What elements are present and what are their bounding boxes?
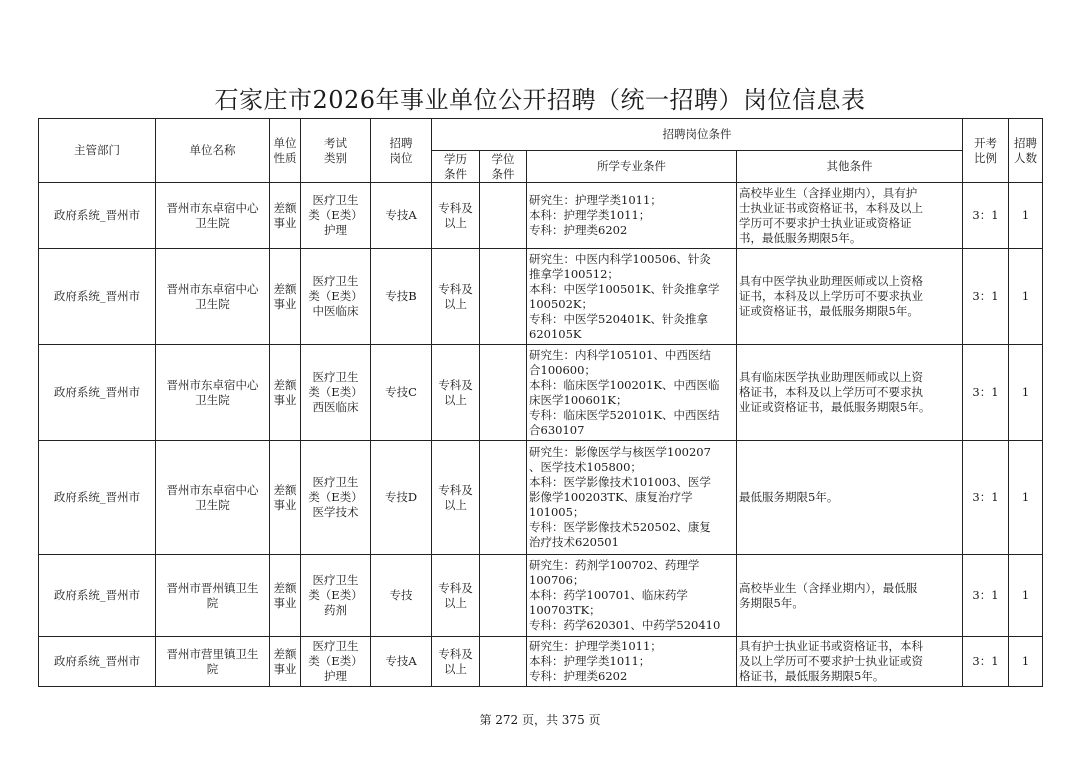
cell-count: 1 (1009, 249, 1043, 345)
cell-edu: 专科及 以上 (432, 249, 480, 345)
cell-nature: 差额 事业 (270, 441, 301, 555)
table-row (39, 637, 1043, 687)
header-edu: 学历 条件 (432, 151, 480, 183)
cell-edu: 专科及 以上 (432, 555, 480, 637)
cell-major: 研究生：影像医学与核医学100207 、医学技术105800； 本科：医学影像技术101003、医学 影像学100203TK、康复治疗学 101005； 专科：医学影像技术520502、康复 治疗技术620501 (527, 441, 737, 555)
cell-degree (480, 249, 527, 345)
cell-ratio: 3：1 (963, 441, 1009, 555)
cell-major: 研究生：护理学类1011； 本科：护理学类1011； 专科：护理类6202 (527, 637, 737, 687)
cell-exam: 医疗卫生 类（E类） 医学技术 (301, 441, 371, 555)
page-footer: 第 272 页，共 375 页 (479, 713, 601, 727)
cell-edu: 专科及 以上 (432, 183, 480, 249)
cell-degree (480, 441, 527, 555)
cell-other: 具有中医学执业助理医师或以上资格 证书，本科及以上学历可不要求执业 证或资格证书，最低服务期限5年。 (737, 249, 963, 345)
cell-dept: 政府系统_晋州市 (39, 441, 156, 555)
header-other: 其他条件 (737, 151, 963, 183)
cell-ratio: 3：1 (963, 249, 1009, 345)
header-unit: 单位名称 (156, 119, 270, 183)
cell-ratio: 3：1 (963, 183, 1009, 249)
cell-major: 研究生：中医内科学100506、针灸 推拿学100512； 本科：中医学100501K、针灸推拿学 100502K； 专科：中医学520401K、针灸推拿 620105K (527, 249, 737, 345)
cell-major: 研究生：药剂学100702、药理学 100706； 本科：药学100701、临床药学 100703TK； 专科：药学620301、中药学520410 (527, 555, 737, 637)
cell-other: 高校毕业生（含择业期内），最低服 务期限5年。 (737, 555, 963, 637)
cell-unit: 晋州市营里镇卫生 院 (156, 637, 270, 687)
header-exam: 考试 类别 (301, 119, 371, 183)
header-dept: 主管部门 (39, 119, 156, 183)
cell-unit: 晋州市东卓宿中心 卫生院 (156, 441, 270, 555)
cell-unit: 晋州市晋州镇卫生 院 (156, 555, 270, 637)
cell-exam: 医疗卫生 类（E类） 护理 (301, 183, 371, 249)
table-row (39, 249, 1043, 345)
cell-nature: 差额 事业 (270, 637, 301, 687)
table-row (39, 555, 1043, 637)
cell-other: 具有临床医学执业助理医师或以上资 格证书，本科及以上学历可不要求执 业证或资格证书，最低服务期限5年。 (737, 345, 963, 441)
cell-post: 专技A (371, 183, 432, 249)
cell-unit: 晋州市东卓宿中心 卫生院 (156, 345, 270, 441)
cell-exam: 医疗卫生 类（E类） 药剂 (301, 555, 371, 637)
cell-unit: 晋州市东卓宿中心 卫生院 (156, 249, 270, 345)
cell-count: 1 (1009, 637, 1043, 687)
header-count: 招聘 人数 (1009, 119, 1043, 183)
table-row (39, 183, 1043, 249)
cell-post: 专技C (371, 345, 432, 441)
cell-nature: 差额 事业 (270, 183, 301, 249)
cell-count: 1 (1009, 441, 1043, 555)
cell-nature: 差额 事业 (270, 249, 301, 345)
cell-other: 高校毕业生（含择业期内），具有护 士执业证书或资格证书，本科及以上 学历可不要求护士执业证或资格证 书，最低服务期限5年。 (737, 183, 963, 249)
cell-edu: 专科及 以上 (432, 345, 480, 441)
header-post: 招聘 岗位 (371, 119, 432, 183)
header-major: 所学专业条件 (527, 151, 737, 183)
cell-count: 1 (1009, 183, 1043, 249)
cell-degree (480, 637, 527, 687)
cell-ratio: 3：1 (963, 555, 1009, 637)
cell-other: 最低服务期限5年。 (737, 441, 963, 555)
cell-degree (480, 183, 527, 249)
cell-ratio: 3：1 (963, 345, 1009, 441)
cell-unit: 晋州市东卓宿中心 卫生院 (156, 183, 270, 249)
table-row (39, 441, 1043, 555)
header-conditions: 招聘岗位条件 (432, 119, 963, 151)
cell-dept: 政府系统_晋州市 (39, 183, 156, 249)
cell-ratio: 3：1 (963, 637, 1009, 687)
cell-exam: 医疗卫生 类（E类） 护理 (301, 637, 371, 687)
cell-exam: 医疗卫生 类（E类） 西医临床 (301, 345, 371, 441)
cell-post: 专技A (371, 637, 432, 687)
cell-dept: 政府系统_晋州市 (39, 249, 156, 345)
cell-post: 专技D (371, 441, 432, 555)
cell-degree (480, 345, 527, 441)
cell-major: 研究生：内科学105101、中西医结 合100600； 本科：临床医学100201K、中西医临 床医学100601K； 专科：临床医学520101K、中西医结 合630107 (527, 345, 737, 441)
header-degree: 学位 条件 (480, 151, 527, 183)
cell-nature: 差额 事业 (270, 555, 301, 637)
cell-post: 专技B (371, 249, 432, 345)
table-row (39, 345, 1043, 441)
job-info-table (38, 118, 1043, 687)
cell-dept: 政府系统_晋州市 (39, 637, 156, 687)
header-ratio: 开考 比例 (963, 119, 1009, 183)
page-title: 石家庄市2026年事业单位公开招聘（统一招聘）岗位信息表 (214, 86, 866, 114)
cell-exam: 医疗卫生 类（E类） 中医临床 (301, 249, 371, 345)
cell-count: 1 (1009, 555, 1043, 637)
cell-degree (480, 555, 527, 637)
cell-post: 专技 (371, 555, 432, 637)
cell-edu: 专科及 以上 (432, 637, 480, 687)
cell-nature: 差额 事业 (270, 345, 301, 441)
cell-edu: 专科及 以上 (432, 441, 480, 555)
header-nature: 单位 性质 (270, 119, 301, 183)
cell-count: 1 (1009, 345, 1043, 441)
cell-major: 研究生：护理学类1011； 本科：护理学类1011； 专科：护理类6202 (527, 183, 737, 249)
cell-dept: 政府系统_晋州市 (39, 555, 156, 637)
cell-dept: 政府系统_晋州市 (39, 345, 156, 441)
cell-other: 具有护士执业证书或资格证书，本科 及以上学历可不要求护士执业证或资 格证书，最低服务期限5年。 (737, 637, 963, 687)
